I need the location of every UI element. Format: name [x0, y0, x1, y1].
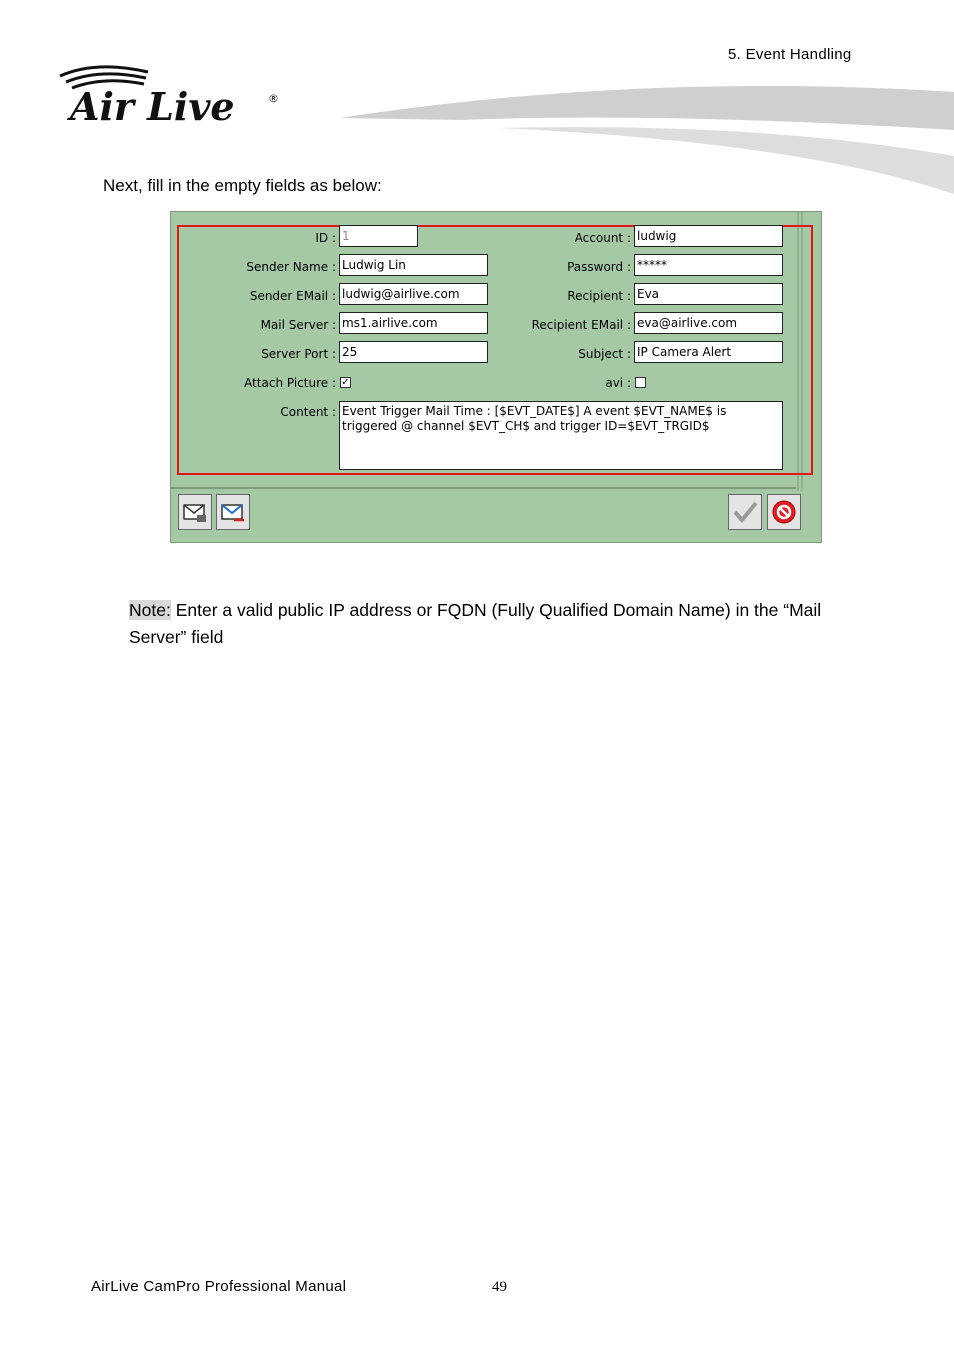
sender-name-label: Sender Name : — [246, 260, 336, 274]
logo-registered-mark: ® — [268, 92, 279, 105]
subject-label: Subject : — [578, 347, 631, 361]
confirm-check-icon — [731, 498, 759, 526]
confirm-button[interactable] — [728, 494, 762, 530]
footer-manual-title: AirLive CamPro Professional Manual — [91, 1278, 347, 1295]
password-field[interactable]: ***** — [634, 254, 783, 276]
test-mail-button[interactable] — [216, 494, 250, 530]
sender-email-label: Sender EMail : — [249, 289, 336, 303]
panel-divider — [171, 487, 796, 489]
mail-server-field[interactable]: ms1.airlive.com — [339, 312, 488, 334]
mail-test-icon — [219, 498, 247, 526]
id-label: ID : — [315, 231, 336, 245]
recipient-email-label: Recipient EMail : — [531, 318, 631, 332]
intro-text: Next, fill in the empty fields as below: — [103, 176, 382, 195]
password-label: Password : — [567, 260, 631, 274]
subject-field[interactable]: IP Camera Alert — [634, 341, 783, 363]
cancel-icon — [770, 498, 798, 526]
sender-email-field[interactable]: ludwig@airlive.com — [339, 283, 488, 305]
recipient-email-field[interactable]: eva@airlive.com — [634, 312, 783, 334]
account-label: Account : — [574, 231, 631, 245]
section-title: 5. Event Handling — [728, 46, 852, 63]
airlive-logo — [56, 60, 286, 130]
note-text: Enter a valid public IP address or FQDN (Fully Qualified Domain Name) in the “Mail Server” field — [129, 600, 822, 647]
server-port-field[interactable]: 25 — [339, 341, 488, 363]
sender-name-field[interactable]: Ludwig Lin — [339, 254, 488, 276]
id-field[interactable]: 1 — [339, 225, 418, 247]
attach-picture-label: Attach Picture : — [244, 376, 336, 390]
note-label: Note: — [129, 600, 171, 620]
content-label: Content : — [280, 405, 336, 419]
server-port-label: Server Port : — [261, 347, 336, 361]
mail-server-label: Mail Server : — [260, 318, 336, 332]
account-field[interactable]: ludwig — [634, 225, 783, 247]
content-textarea[interactable]: Event Trigger Mail Time : [$EVT_DATE$] A event $EVT_NAME$ is triggered @ channel $EVT_CH$ and trigger ID=$EVT_TRGID$ — [339, 401, 783, 470]
send-mail-button[interactable] — [178, 494, 212, 530]
mail-send-icon — [181, 498, 209, 526]
cancel-button[interactable] — [767, 494, 801, 530]
footer-page-number: 49 — [492, 1279, 507, 1295]
avi-checkbox[interactable] — [635, 377, 646, 388]
logo-wordmark: Air Live — [70, 84, 235, 129]
recipient-field[interactable]: Eva — [634, 283, 783, 305]
avi-label: avi : — [605, 376, 631, 390]
recipient-label: Recipient : — [567, 289, 631, 303]
note-paragraph — [129, 597, 869, 651]
header-swoosh — [340, 82, 954, 198]
attach-picture-checkbox[interactable]: ✓ — [341, 377, 350, 388]
